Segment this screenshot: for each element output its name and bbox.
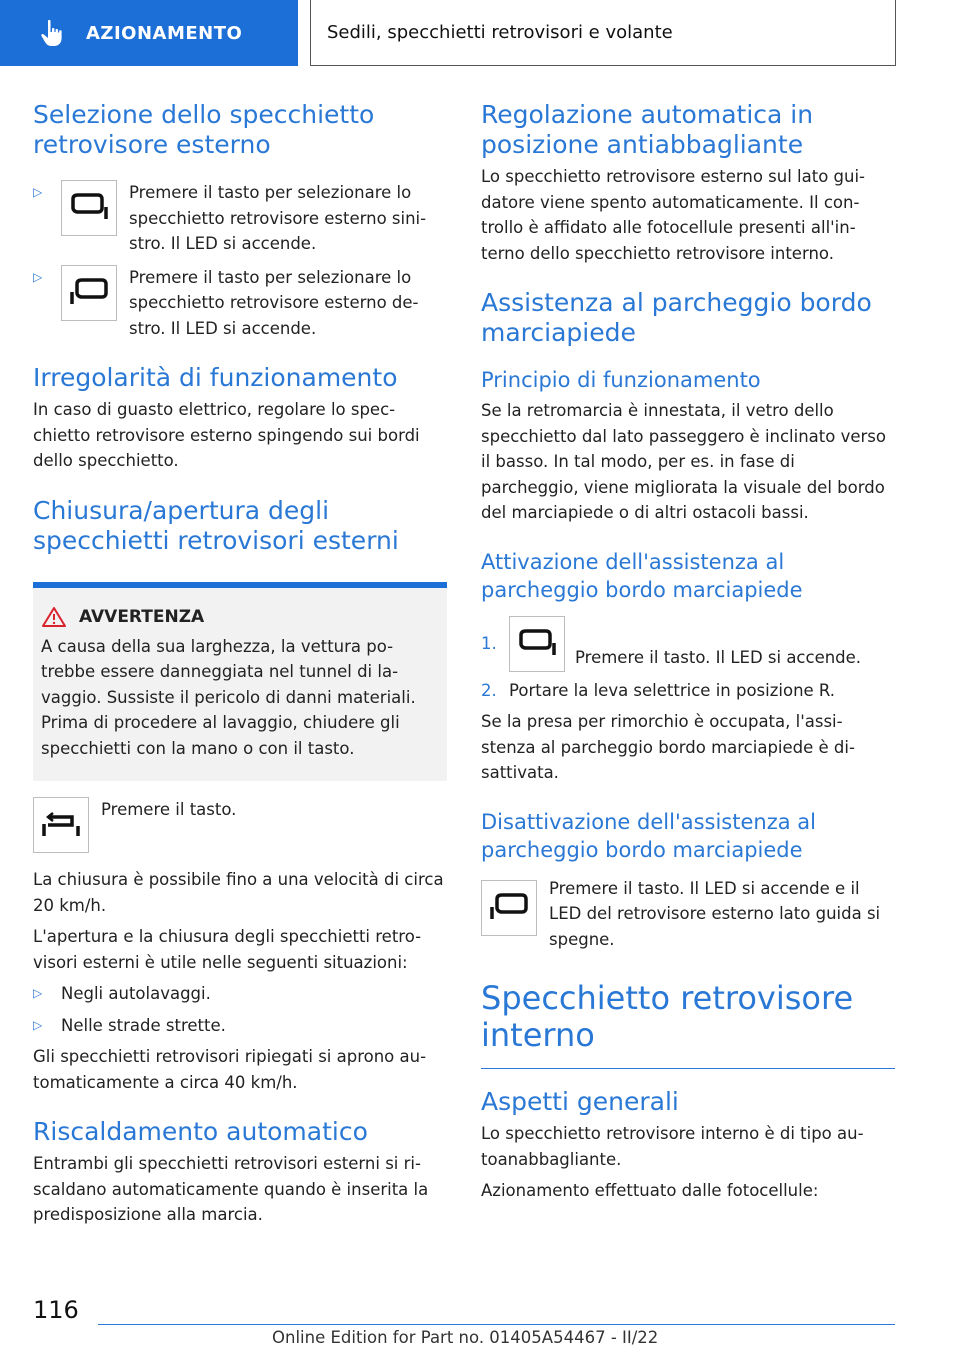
list-item [33,265,447,342]
warning-box [33,588,447,782]
list-item [33,180,447,257]
step-number: 1. [481,633,497,653]
footer-rule [98,1324,895,1325]
mirror-fold-key-icon [33,797,89,853]
malfunction-text: In caso di guasto elettrico, regolare lo spec-chietto retrovisore esterno spingendo sui bordi dello specchietto. [33,400,420,470]
section-tab [0,0,298,66]
chapter-title: Sedili, specchietti retrovisori e volante [327,22,673,43]
fold-useful-text: L'apertura e la chiusura degli specchietti retro-visori esterni è utile nelle seguenti situazioni: [33,927,422,972]
step-item [481,678,895,704]
heading-activation: Attivazione dell'assistenza al parcheggio bordo marciapiede [481,549,803,602]
mirror-left-key-icon [509,616,565,672]
warning-text: A causa della sua larghezza, la vettura po-trebbe essere danneggiata nel tunnel di la-vaggio. Sussiste il pericolo di danni materiali. Prima di procedere al lavaggio, chiudere gli specchietti con la mano o con il tasto. [41,636,416,758]
photocell-text: Azionamento effettuato dalle fotocellule: [481,1181,819,1200]
heading-malfunction: Irregolarità di funzionamento [33,363,398,392]
press-key-text: Premere il tasto. [101,800,237,819]
heading-auto-dimming: Regolazione automatica in posizione antiabbagliante [481,100,814,159]
select-right-mirror-text: Premere il tasto per selezionare lo specchietto retrovisore esterno de-stro. Il LED si accende. [129,267,419,338]
heading-general: Aspetti generali [481,1087,679,1116]
mirror-right-key-icon [481,880,537,936]
principle-text: Se la retromarcia è innestata, il vetro dello specchietto dal lato passeggero è inclinato verso il basso. In tal modo, per es. in fase di parcheggio, viene migliorata la visuale del bordo del marciapiede o di altri ostacoli bassi. [481,401,886,522]
page-header [0,0,960,66]
triangle-bullet-icon: ▷ [33,1017,43,1032]
triangle-bullet-icon: ▷ [33,269,43,284]
step-item [481,616,895,672]
heating-text: Entrambi gli specchietti retrovisori esterni si ri-scaldano automaticamente quando è inserita la predisposizione alla marcia. [33,1154,429,1224]
deactivate-text: Premere il tasto. Il LED si accende e il LED del retrovisore esterno lato guida si spegne. [549,878,881,949]
heading-mirror-selection: Selezione dello specchietto retrovisore esterno [33,100,375,159]
triangle-bullet-icon: ▷ [33,185,43,199]
page-number: 116 [33,1296,79,1324]
footer-edition: Online Edition for Part no. 01405A54467 - II/22 [272,1328,659,1347]
heading-heating: Riscaldamento automatico [33,1117,368,1146]
bullet-text: Negli autolavaggi. [61,984,211,1003]
auto-open-text: Gli specchietti retrovisori ripiegati si aprono au-tomaticamente a circa 40 km/h. [33,1047,427,1092]
fold-key-row [33,797,447,853]
fold-speed-text: La chiusura è possibile fino a una velocità di circa 20 km/h. [33,870,444,915]
warning-header [41,606,437,628]
chapter-tab [310,0,896,66]
right-column [481,100,895,1204]
warning-title: AVVERTENZA [79,606,205,627]
bullet-text: Nelle strade strette. [61,1015,226,1035]
pointing-hand-icon [36,17,68,49]
auto-dimming-text: Lo specchietto retrovisore esterno sul lato gui-datore viene spento automaticamente. Il con-trollo è affidato alle fotocellule presenti all'in-terno dello specchietto retrovisore interno. [481,167,866,263]
trailer-text: Se la presa per rimorchio è occupata, l'assi-stenza al parcheggio bordo marciapiede è di-sattivata. [481,712,855,782]
step-number: 2. [481,680,497,700]
list-item [33,981,447,1007]
heading-deactivation: Disattivazione dell'assistenza al parcheggio bordo marciapiede [481,809,816,862]
deactivate-key-row [481,876,895,953]
warning-triangle-icon [41,606,67,628]
heading-fold-mirrors: Chiusura/apertura degli specchietti retrovisori esterni [33,495,399,555]
left-column [33,100,447,1228]
select-left-mirror-text: Premere il tasto per selezionare lo specchietto retrovisore esterno sini-stro. Il LED si accende. [129,183,427,253]
step-text: Portare la leva selettrice in posizione R. [509,680,836,700]
heading-interior-mirror: Specchietto retrovisore interno [481,979,854,1054]
heading-principle: Principio di funzionamento [481,368,761,392]
section-rule [481,1068,895,1069]
general-text: Lo specchietto retrovisore interno è di tipo au-toanabbagliante. [481,1124,864,1169]
heading-curb-assist: Assistenza al parcheggio bordo marciapiede [481,288,872,347]
mirror-right-key-icon [61,265,117,321]
triangle-bullet-icon: ▷ [33,986,43,1000]
section-title: AZIONAMENTO [86,22,243,44]
list-item [33,1013,447,1039]
mirror-left-key-icon [61,180,117,236]
step-text: Premere il tasto. Il LED si accende. [575,647,862,667]
